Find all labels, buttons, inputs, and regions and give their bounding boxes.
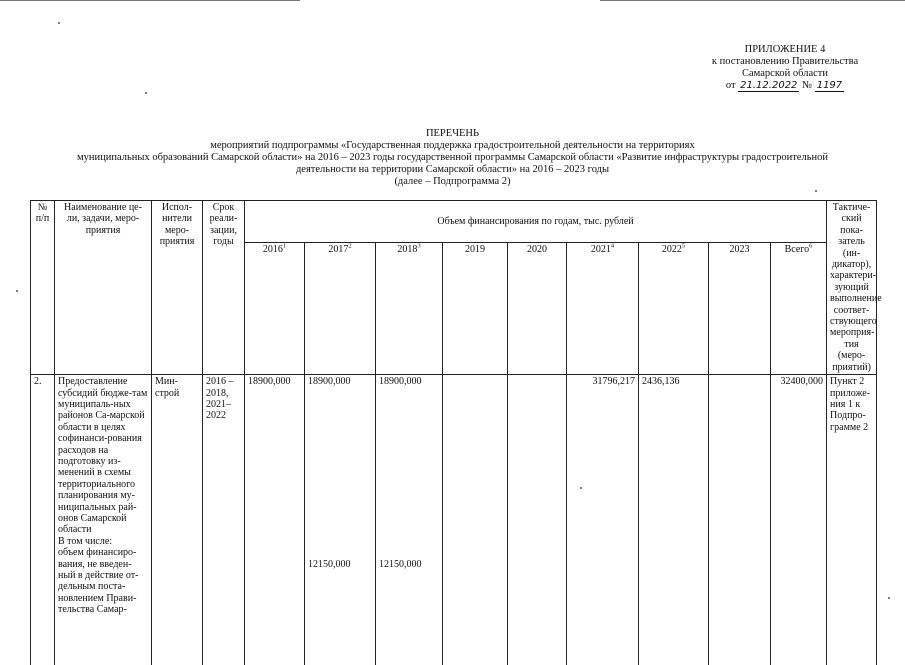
row-indicator: Пункт 2 приложе-ния 1 к Подпро-грамме 2 — [827, 375, 877, 665]
sub-value: 12150,000 — [379, 558, 422, 570]
title-line: (далее – Подпрограмма 2) — [394, 176, 511, 187]
including-label: В том числе: — [58, 535, 113, 547]
value-cell: 18900,000 — [245, 375, 305, 665]
scan-speck — [815, 190, 817, 192]
handwritten-number: 1197 — [816, 80, 843, 91]
scan-edge-line — [0, 0, 300, 1]
row-name: Предоставление субсидий бюдже-там муниципаль-ных районов Са-марской области в целях софинанси-рования расходов на подготовку из-менений в схемы территориального планирования му-ниципальных рай-онов Самарской области — [58, 376, 148, 536]
header-year: 2016$^1$ — [245, 243, 305, 375]
value-cell-total: 32400,000 — [771, 375, 827, 665]
number-sign: № — [802, 80, 813, 91]
header-name: Наименование це-ли, задачи, меро-приятия — [55, 201, 152, 375]
header-total: Всего$^6$ — [771, 243, 827, 375]
header-indicator: Тактиче-ский пока-затель (ин-дикатор), характери-зующий выполнение соответ-ствующего мероприя-тия (меро-приятий) — [827, 201, 877, 375]
row-name-cell — [55, 375, 152, 665]
value-cell: 18900,000 12150,000 — [376, 375, 443, 665]
date-prefix: от — [725, 80, 736, 91]
header-year: 2019 — [443, 243, 508, 375]
header-year: 2018$^3$ — [376, 243, 443, 375]
header-year: 2017$^2$ — [305, 243, 376, 375]
scan-speck — [16, 290, 18, 292]
header-term: Срок реали-зации, годы — [203, 201, 245, 375]
title-line: муниципальных образований Самарской области» на 2016 – 2023 годы государственной программы Самарской области «Развитие инфраструктуры градостроительной — [77, 152, 828, 163]
appendix-line: Самарской области — [742, 68, 828, 79]
appendix-line: к постановлению Правительства — [711, 56, 859, 67]
financing-table — [30, 200, 882, 665]
row-num: 2. — [31, 375, 55, 665]
sub-name: объем финансиро-вания, не введен-ный в действие от-дельным поста-новлением Прави-тельства Самар- — [58, 547, 139, 616]
header-funding: Объем финансирования по годам, тыс. рублей — [245, 201, 827, 243]
sub-value: 12150,000 — [308, 558, 351, 570]
scan-speck — [888, 597, 890, 599]
header-year: 2021$^4$ — [567, 243, 639, 375]
appendix-title: ПРИЛОЖЕНИЕ 4 — [744, 44, 826, 55]
header-year: 2023 — [709, 243, 771, 375]
scan-speck — [58, 22, 60, 24]
header-year: 2022$^5$ — [639, 243, 709, 375]
row-executor: Мин-строй — [152, 375, 203, 665]
value-cell: 31796,217 — [567, 375, 639, 665]
table-row — [31, 375, 877, 665]
row-term: 2016 – 2018, 2021– 2022 — [203, 375, 245, 665]
scan-speck — [145, 92, 147, 94]
title-line: деятельности на территории Самарской области» на 2016 – 2023 годы — [295, 164, 610, 175]
document-title — [55, 128, 850, 188]
scan-edge-line — [600, 0, 905, 1]
title-line: мероприятий подпрограммы «Государственная поддержка градостроительной деятельности на территориях — [210, 140, 695, 151]
handwritten-date: 21.12.2022 — [740, 80, 798, 91]
header-num: № п/п — [31, 201, 55, 375]
value-cell: 18900,000 12150,000 — [305, 375, 376, 665]
appendix-header — [690, 44, 880, 92]
title-line: ПЕРЕЧЕНЬ — [425, 128, 480, 139]
header-executors: Испол-нители меро-приятия — [152, 201, 203, 375]
value-cell: 2436,136 — [639, 375, 709, 665]
value-cell — [443, 375, 508, 665]
value-cell — [508, 375, 567, 665]
value-cell — [709, 375, 771, 665]
header-year: 2020 — [508, 243, 567, 375]
appendix-date-line — [690, 80, 880, 92]
